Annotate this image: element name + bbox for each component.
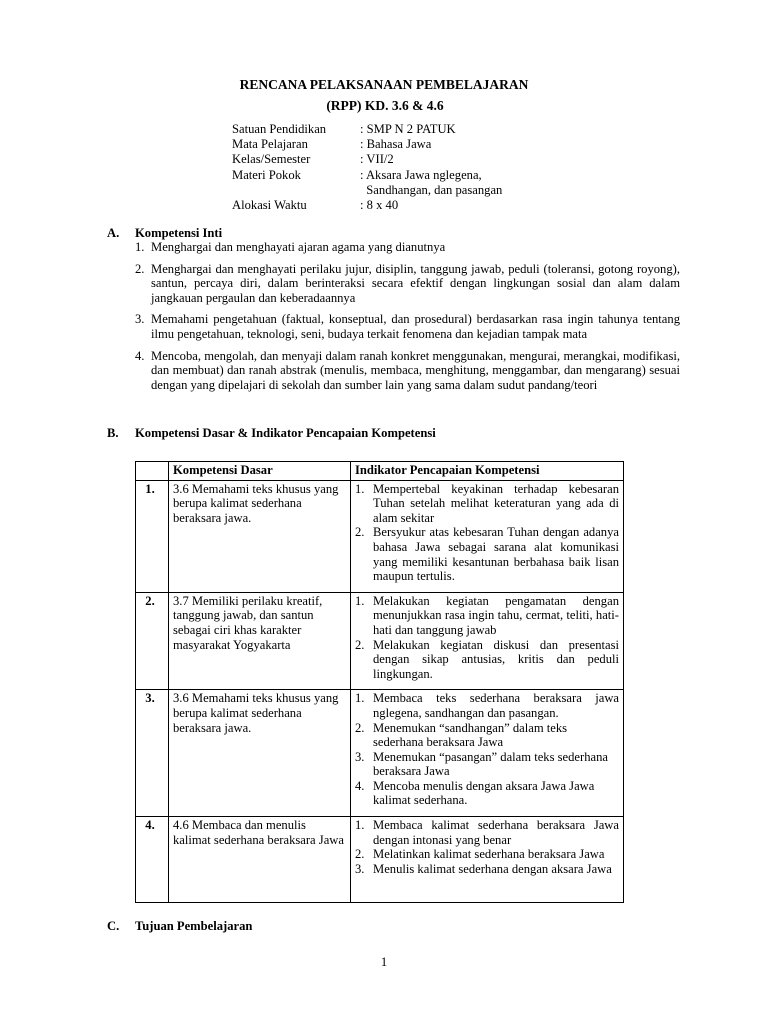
indicator-cell: [351, 817, 624, 903]
identity-block: [232, 122, 580, 213]
list-item: [355, 862, 619, 877]
info-label: Satuan Pendidikan: [232, 122, 327, 136]
list-item: [355, 721, 619, 750]
list-item: [355, 482, 619, 526]
item-number: 2.: [355, 847, 365, 862]
item-text: Mempertebal keyakinan terhadap kebesaran Tuhan setelah melihat keteraturan yang ada di alam sekitar: [373, 481, 619, 525]
item-number: 1.: [135, 240, 145, 254]
document-subtitle: (RPP) KD. 3.6 & 4.6: [326, 98, 444, 113]
item-text: Menemukan “sandhangan” dalam teks sederhana beraksara Jawa: [373, 720, 568, 750]
indicator-cell: [351, 480, 624, 592]
info-value: : 8 x 40: [360, 197, 399, 212]
list-item: [355, 691, 619, 720]
list-item: [355, 750, 619, 779]
info-label: Materi Pokok: [232, 167, 301, 182]
item-text: Mencoba, mengolah, dan menyaji dalam ranah konkret menggunakan, mengurai, merangkai, modifikasi, dan membuat) dan ranah abstrak (menulis, membaca, menghitung, menggambar, dan mengarang) sesuai dengan yang dipelajari di sekolah dan sumber lain yang sama dalam sudut pandang/teori: [151, 348, 680, 392]
info-label: [232, 183, 360, 198]
indicator-list: [355, 482, 619, 584]
document-title: RENCANA PELAKSANAAN PEMBELAJARAN: [239, 77, 529, 92]
section-letter: C.: [107, 919, 120, 933]
item-number: 2.: [135, 261, 145, 276]
info-row: [232, 198, 580, 213]
kd-cell: 3.6 Memahami teks khusus yang berupa kalimat sederhana beraksara jawa.: [169, 480, 351, 592]
info-row: [232, 152, 580, 167]
list-item: [135, 349, 680, 393]
list-item: [355, 779, 619, 808]
header-cell-no: [136, 462, 169, 481]
item-number: 4.: [355, 778, 365, 793]
list-item: [135, 262, 680, 306]
list-item: [355, 847, 619, 862]
info-row: [232, 122, 580, 137]
competency-table: [135, 461, 624, 903]
item-text: Memahami pengetahuan (faktual, konseptual, dan prosedural) berdasarkan rasa ingin tahunya tentang ilmu pengetahuan, teknologi, seni, budaya terkait fenomena dan kejadian tampak mata: [151, 312, 680, 341]
row-number: 1.: [136, 480, 169, 592]
section-title: Kompetensi Inti: [135, 226, 223, 240]
info-label: Kelas/Semester: [232, 152, 311, 167]
table-row: [136, 690, 624, 817]
item-number: 2.: [355, 525, 365, 540]
item-text: Melakukan kegiatan diskusi dan presentasi dengan sikap antusias, kritis dan peduli lingkungan.: [373, 637, 619, 681]
info-label: Mata Pelajaran: [232, 137, 308, 152]
table-row: [136, 480, 624, 592]
kompetensi-inti-list: [135, 240, 680, 399]
item-text: Menulis kalimat sederhana dengan aksara Jawa: [373, 861, 612, 876]
info-label: Alokasi Waktu: [232, 197, 307, 212]
header-cell-indikator: Indikator Pencapaian Kompetensi: [351, 462, 624, 481]
item-number: 3.: [135, 312, 145, 327]
item-number: 1.: [355, 481, 365, 496]
kd-cell: 4.6 Membaca dan menulis kalimat sederhana beraksara Jawa: [169, 817, 351, 903]
row-number: 4.: [136, 817, 169, 903]
table-header-row: [136, 462, 624, 481]
row-number: 3.: [136, 690, 169, 817]
list-item: [355, 818, 619, 847]
kd-cell: 3.6 Memahami teks khusus yang berupa kalimat sederhana beraksara jawa.: [169, 690, 351, 817]
page-number: 1: [380, 955, 388, 969]
indicator-list: [355, 818, 619, 876]
item-text: Menghargai dan menghayati perilaku jujur, disiplin, tanggung jawab, peduli (toleransi, gotong royong), santun, percaya diri, dalam berinteraksi secara efektif dengan lingkungan sosial dan alam dalam jangkauan pergaulan dan keberadaannya: [151, 261, 680, 305]
item-text: Membaca kalimat sederhana beraksara Jawa dengan intonasi yang benar: [373, 818, 619, 847]
indicator-cell: [351, 592, 624, 690]
item-number: 3.: [355, 749, 365, 764]
list-item: [355, 594, 619, 638]
info-value: : SMP N 2 PATUK: [360, 122, 456, 136]
indicator-list: [355, 594, 619, 682]
info-value: : Aksara Jawa nglegena,: [360, 167, 482, 182]
indicator-list: [355, 691, 619, 808]
section-title: Kompetensi Dasar & Indikator Pencapaian Kompetensi: [135, 426, 436, 440]
section-title: Tujuan Pembelajaran: [135, 919, 253, 933]
info-value: Sandhangan, dan pasangan: [360, 182, 503, 197]
item-number: 2.: [355, 720, 365, 735]
info-value: : VII/2: [360, 152, 394, 167]
table-row: [136, 817, 624, 903]
info-row: [232, 137, 580, 152]
item-text: Melakukan kegiatan pengamatan dengan menunjukkan rasa ingin tahu, cermat, teliti, hati- hati dan tanggung jawab: [373, 593, 619, 637]
item-number: 1.: [355, 818, 365, 833]
item-number: 1.: [355, 593, 365, 608]
item-number: 3.: [355, 861, 365, 876]
info-row: [232, 183, 580, 198]
item-text: Menghargai dan menghayati ajaran agama yang dianutnya: [151, 240, 446, 254]
item-number: 2.: [355, 637, 365, 652]
kd-cell: 3.7 Memiliki perilaku kreatif, tanggung jawab, dan santun sebagai ciri khas karakter masyarakat Yogyakarta: [169, 592, 351, 690]
table-row: [136, 592, 624, 690]
item-text: Mencoba menulis dengan aksara Jawa Jawa kalimat sederhana.: [373, 778, 595, 808]
item-number: 1.: [355, 691, 365, 706]
item-text: Bersyukur atas kebesaran Tuhan dengan adanya bahasa Jawa sebagai sarana alat komunikasi yang memiliki kesantunan berbahasa baik lisan maupun tertulis.: [373, 525, 619, 584]
indicator-cell: [351, 690, 624, 817]
list-item: [135, 240, 680, 255]
list-item: [355, 638, 619, 682]
row-number: 2.: [136, 592, 169, 690]
item-number: 4.: [135, 348, 145, 363]
section-letter: A.: [107, 226, 120, 240]
header-cell-kd: Kompetensi Dasar: [169, 462, 351, 481]
item-text: Menemukan “pasangan” dalam teks sederhana beraksara Jawa: [373, 749, 608, 779]
item-text: Melatinkan kalimat sederhana beraksara Jawa: [373, 847, 605, 862]
info-value: : Bahasa Jawa: [360, 137, 432, 152]
info-row: [232, 168, 580, 183]
list-item: [135, 312, 680, 341]
item-text: Membaca teks sederhana beraksara jawa nglegena, sandhangan dan pasangan.: [373, 691, 619, 720]
section-letter: B.: [107, 426, 119, 440]
list-item: [355, 525, 619, 583]
